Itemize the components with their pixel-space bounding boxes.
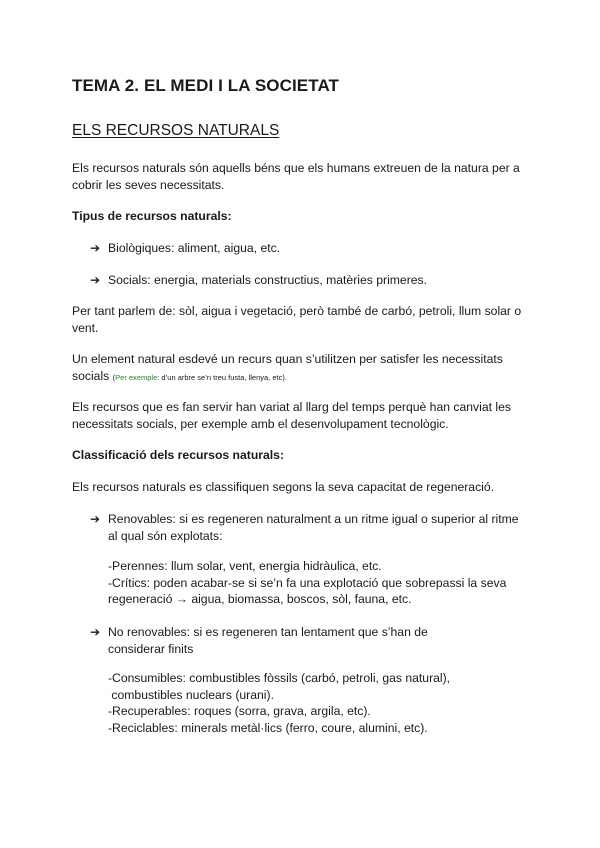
section-title: ELS RECURSOS NATURALS xyxy=(72,122,280,139)
detail-line: -Recuperables: roques (sorra, grava, argila, etc). xyxy=(108,704,371,718)
element-paragraph xyxy=(72,351,532,386)
renewables-details xyxy=(108,558,538,608)
non-renewables-details xyxy=(108,670,538,736)
page-title: TEMA 2. EL MEDI I LA SOCIETAT xyxy=(72,76,340,95)
intro-line: cobrir les seves necessitats. xyxy=(72,177,225,192)
detail-line: -Perennes: llum solar, vent, energia hidràulica, etc. xyxy=(108,559,382,573)
variation-line: necessitats socials, per exemple amb el desenvolupament tecnològic. xyxy=(72,416,449,431)
element-line: Un element natural esdevé un recurs quan s’utilitzen per satisfer les necessitats xyxy=(72,352,503,366)
example-text: : d’un arbre se’n treu fusta, llenya, etc). xyxy=(157,372,287,382)
paren-open: ( xyxy=(112,372,116,382)
type-bullet-social xyxy=(90,272,530,289)
examples-line: Per tant parlem de: sòl, aigua i vegetació, però també de carbó, petroli, llum solar o xyxy=(72,304,522,318)
non-renewables-line: considerar finits xyxy=(108,641,194,656)
detail-line: -Reciclables: minerals metàl·lics (ferro, coure, alumini, etc). xyxy=(108,720,428,735)
detail-line: -Consumibles: combustibles fòssils (carbó, petroli, gas natural), xyxy=(108,671,451,685)
bullet-text: Biològiques: aliment, aigua, etc. xyxy=(108,241,281,255)
detail-line: regeneració → aigua, biomassa, boscos, sòl, fauna, etc. xyxy=(108,592,412,606)
variation-line: Els recursos que es fan servir han variat al llarg del temps perquè han canviat les xyxy=(72,400,511,414)
arrow-icon: ➔ xyxy=(90,273,101,287)
renewables-line xyxy=(90,511,530,528)
arrow-icon: ➔ xyxy=(90,241,101,255)
examples-paragraph xyxy=(72,303,532,336)
arrow-icon: ➔ xyxy=(90,512,101,526)
arrow-icon: ➔ xyxy=(90,625,101,639)
element-line xyxy=(72,368,532,387)
detail-line: combustibles nuclears (urani). xyxy=(108,687,274,702)
non-renewables-bullet xyxy=(90,624,530,657)
bullet-text: Socials: energia, materials constructius, matèries primeres. xyxy=(108,273,428,287)
bullet-text: No renovables: si es regeneren tan lentament que s’han de xyxy=(108,625,428,639)
examples-line: vent. xyxy=(72,320,99,335)
renewables-line: al qual són explotats: xyxy=(108,528,223,543)
detail-line: -Crítics: poden acabar-se si se’n fa una explotació que sobrepassi la seva xyxy=(108,575,507,590)
element-line-text: socials xyxy=(72,368,110,383)
variation-paragraph xyxy=(72,399,532,432)
classification-heading: Classificació dels recursos naturals: xyxy=(72,448,285,462)
type-bullet-biological xyxy=(90,240,530,257)
non-renewables-line xyxy=(90,624,530,641)
intro-line: Els recursos naturals són aquells béns que els humans extreuen de la natura per a xyxy=(72,161,520,175)
types-heading: Tipus de recursos naturals: xyxy=(72,209,232,223)
renewables-bullet xyxy=(90,511,530,544)
classification-intro: Els recursos naturals es classifiquen segons la seva capacitat de regeneració. xyxy=(72,480,495,494)
intro-paragraph xyxy=(72,160,532,193)
example-label: Per exemple xyxy=(115,372,158,382)
bullet-text: Renovables: si es regeneren naturalment a un ritme igual o superior al ritme xyxy=(108,512,519,526)
